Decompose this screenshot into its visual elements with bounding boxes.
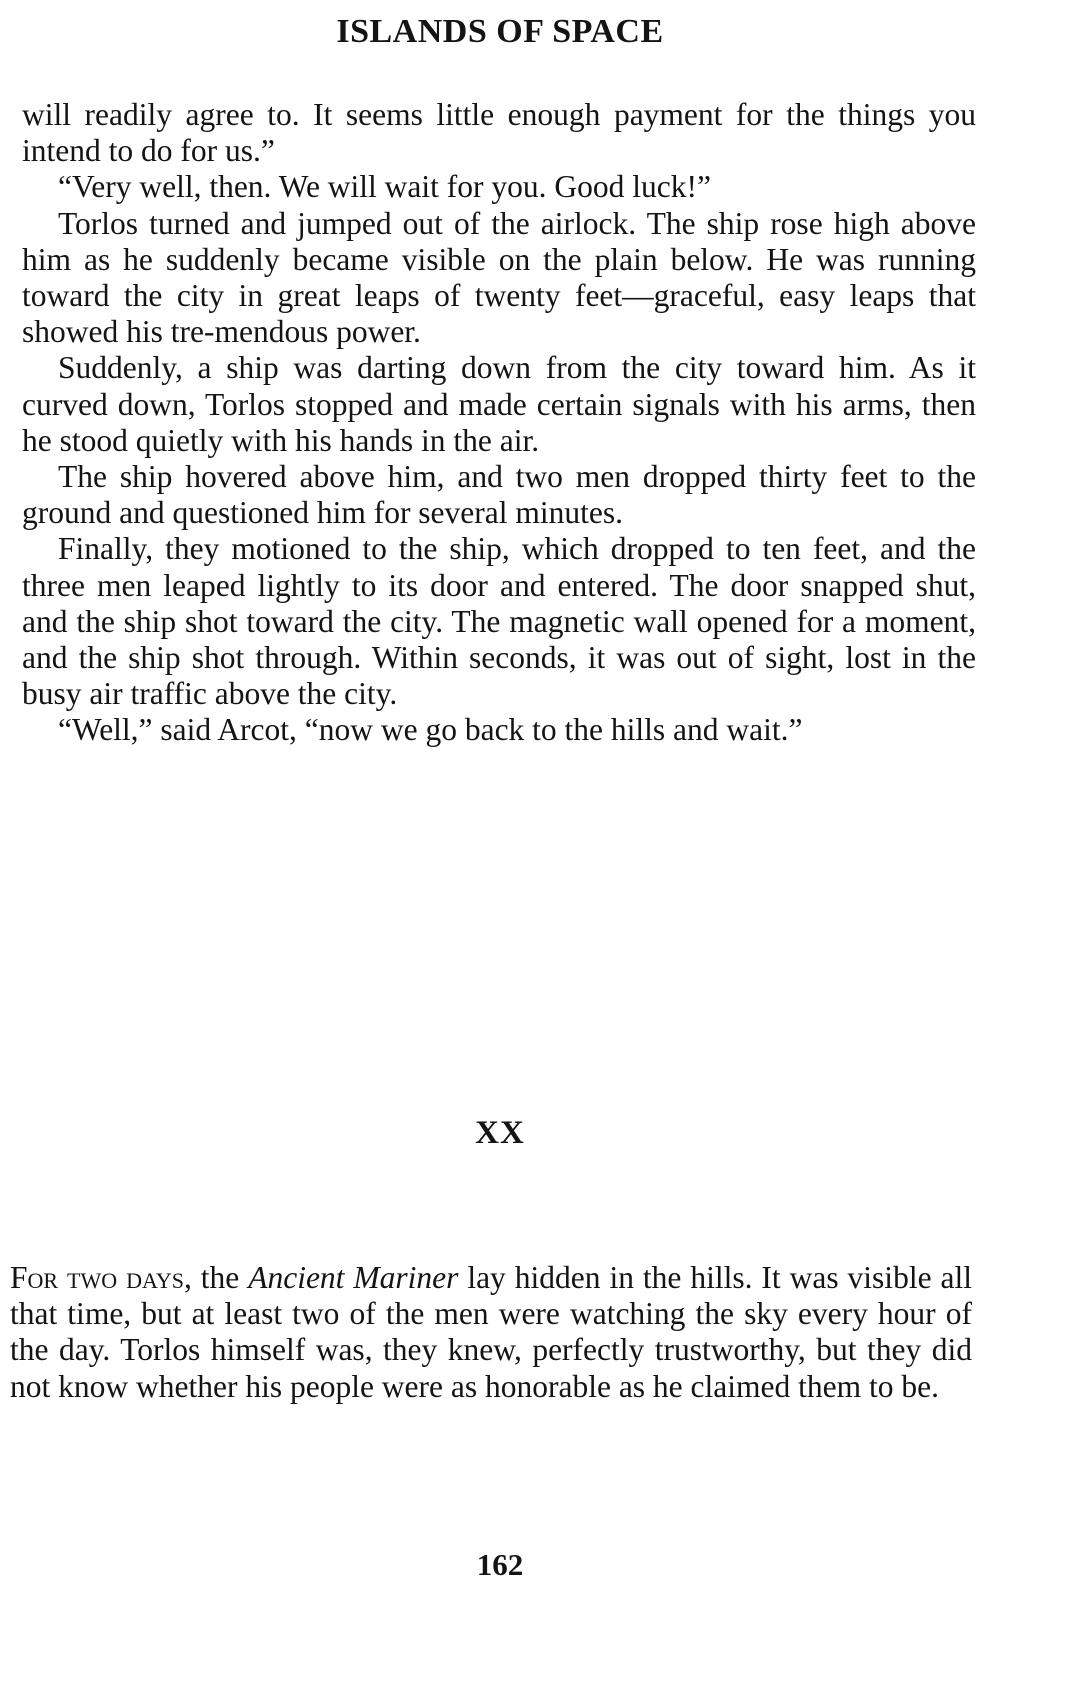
page-number: 162	[476, 1547, 524, 1582]
paragraph	[22, 531, 976, 712]
text-run: The ship hovered above him, and two men dropped thirty feet to the ground and questioned him for several minutes.	[22, 459, 976, 531]
italic-text: Ancient Mariner	[248, 1260, 459, 1295]
text-run: Suddenly, a ship was darting down from the city toward him. As it curved down, Torlos stopped and made certain signals with his arms, then he stood quietly with his hands in the air.	[22, 350, 976, 458]
paragraph	[22, 97, 976, 169]
small-caps-text: For two days	[10, 1260, 184, 1295]
text-run: “Very well, then. We will wait for you. Good luck!”	[58, 169, 711, 205]
paragraph	[22, 712, 976, 748]
paragraph	[22, 206, 976, 351]
paragraph	[22, 169, 976, 205]
text-run: “Well,” said Arcot, “now we go back to the hills and wait.”	[58, 712, 803, 748]
chapter-number: XX	[475, 1115, 525, 1151]
body-text-bottom	[10, 1260, 972, 1405]
text-run: will readily agree to. It seems little enough payment for the things you intend to do for us.”	[22, 97, 976, 169]
text-run: Torlos turned and jumped out of the airlock. The ship rose high above him as he suddenly became visible on the plain below. He was running toward the city in great leaps of twenty feet—graceful, easy leaps that showed his tre-mendous power.	[22, 205, 976, 350]
text-run: lay hidden in the hills. It was visible all that time, but at least two of the men were watching the sky every hour of the day. Torlos himself was, they knew, perfectly trustworthy, but they did not know whether his people were as honorable as he claimed them to be.	[10, 1260, 972, 1404]
paragraph	[22, 459, 976, 531]
running-head: ISLANDS OF SPACE	[336, 13, 664, 50]
text-run: , the	[183, 1260, 249, 1295]
paragraph	[22, 350, 976, 459]
text-run: Finally, they motioned to the ship, which dropped to ten feet, and the three men leaped lightly to its door and entered. The door snapped shut, and the ship shot toward the city. The magnetic wall opened for a moment, and the ship shot through. Within seconds, it was out of sight, lost in the busy air traffic above the city.	[22, 531, 976, 712]
body-text-top	[22, 97, 976, 749]
paragraph	[10, 1260, 972, 1405]
